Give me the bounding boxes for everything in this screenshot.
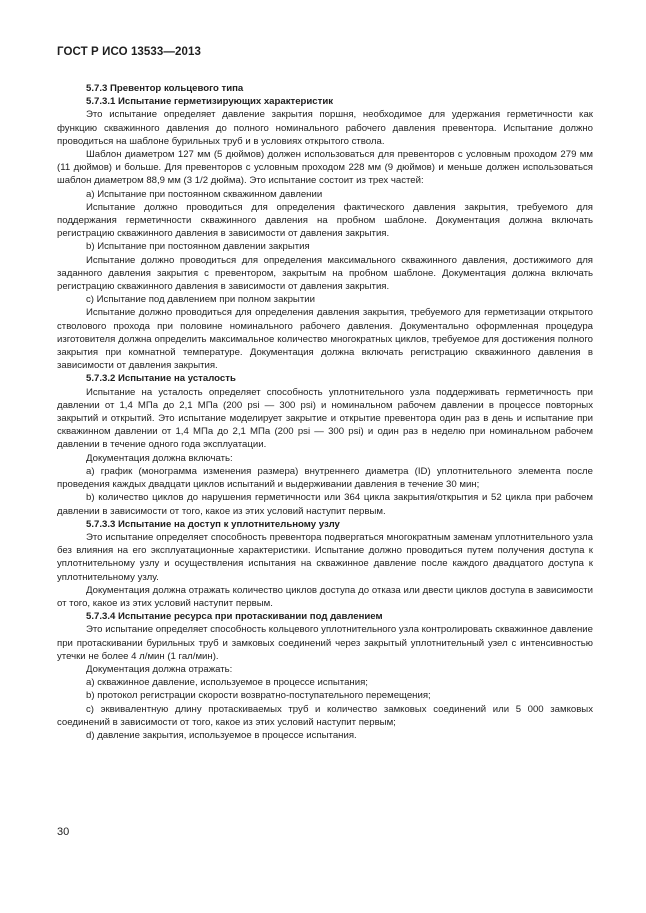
list-item: а) график (монограмма изменения размера) внутреннего диаметра (ID) уплотнительного элемента после проведения каждых двадцати циклов испытаний и выдерживании давления в течение 30 мин; [57,465,593,491]
body-paragraph: Это испытание определяет способность кольцевого уплотнительного узла контролировать скважинное давление при протаскивании бурильных труб и замковых соединений через закрытый уплотнительный узел с интенсивностью утечки не более 4 л/мин (1 гал/мин). [57,624,593,662]
document-header: ГОСТ Р ИСО 13533—2013 [57,46,202,58]
list-item: c) эквивалентную длину протаскиваемых труб и количество замковых соединений или 5 000 замковых соединений в зависимости от того, какое из этих условий наступит первым; [57,703,593,728]
body-paragraph: Это испытание определяет способность превентора подвергаться многократным заменам уплотнительного узла без влияния на его эксплуатационные характеристики. Испытание должно проводиться путем получения доступа к уплотнительному узлу и осуществления испытания на скважинное давление после каждого двадцатого доступа к уплотнительному узлу. [57,531,593,583]
subsection-heading: 5.7.3.4 Испытание ресурса при протаскивании под давлением [86,611,383,623]
list-item: b) Испытание при постоянном давлении закрытия [86,241,310,253]
list-item: b) количество циклов до нарушения герметичности или 364 цикла закрытия/открытия и 52 цикла при рабочем давлении в зависимости от того, какое из этих условий наступит первым. [57,492,593,517]
body-paragraph: Испытание должно проводиться для определения давления закрытия, требуемого для герметизации открытого стволового прохода при половине номинального рабочего давления. Документально оформленная процедура изготовителя должна определить максимальное количество многократных циклов, требуемое для достижения полного закрытия при комнатной температуре. Документация должна включать регистрацию скважинного давления в зависимости от давления закрытия. [57,307,593,372]
section-heading: 5.7.3 Превентор кольцевого типа [86,83,244,94]
body-paragraph: Испытание должно проводиться для определения фактического давления закрытия, требуемого для поддержания герметичности скважинного давления на пробном шаблоне. Документация должна включать регистрацию скважинного давления в зависимости от давления закрытия. [57,201,593,240]
subsection-heading: 5.7.3.2 Испытание на усталость [86,373,236,385]
body-paragraph: Документация должна включать: [86,452,233,464]
body-paragraph: Шаблон диаметром 127 мм (5 дюймов) должен использоваться для превенторов с условным проходом 279 мм (11 дюймов) и больше. Для превенторов с условным проходом 228 мм (9 дюймов) и меньше должен использоваться шаблон диаметром 88,9 мм (3 1/2 дюйма). Это испытание состоит из трех частей: [57,149,593,187]
body-paragraph: Документация должна отражать: [86,663,233,675]
list-item: b) протокол регистрации скорости возвратно-поступательного перемещения; [86,690,431,702]
document-body [57,82,593,742]
subsection-heading: 5.7.3.3 Испытание на доступ к уплотнительному узлу [86,518,340,530]
list-item: c) Испытание под давлением при полном закрытии [86,294,315,306]
subsection-heading: 5.7.3.1 Испытание герметизирующих характеристик [86,96,334,108]
page-number: 30 [57,826,70,838]
body-paragraph: Это испытание определяет давление закрытия поршня, необходимое для удержания герметичности как функцию скважинного давления до полного номинального рабочего давления превентора. Испытание должно проводиться на шаблоне бурильных труб и в условиях открытого ствола. [57,109,593,147]
list-item: d) давление закрытия, используемое в процессе испытания. [86,729,357,741]
body-paragraph: Документация должна отражать количество циклов доступа до отказа или двести циклов доступа в зависимости от того, какое из этих условий наступит первым. [57,584,593,609]
list-item: а) скважинное давление, используемое в процессе испытания; [86,677,368,689]
list-item: а) Испытание при постоянном скважинном давлении [86,188,323,200]
body-paragraph: Испытание должно проводиться для определения максимального скважинного давления, достижимого для заданного давления закрытия с превентором, закрытым на пробном шаблоне. Документация должна включать регистрацию скважинного давления в зависимости от давления закрытия. [57,254,593,293]
body-paragraph: Испытание на усталость определяет способность уплотнительного узла поддерживать герметичность при давлении от 1,4 МПа до 2,1 МПа (200 psi — 300 psi) и номинальном рабочем давлении в процессе повторных закрытий и открытий. Это испытание моделирует закрытие и открытие превентора один раз в день и испытание при скважинном давлении от 1,4 МПа до 2,1 МПа (200 psi — 300 psi) и один раз в неделю при номинальном рабочем давлении в течение одного года эксплуатации. [57,386,593,451]
